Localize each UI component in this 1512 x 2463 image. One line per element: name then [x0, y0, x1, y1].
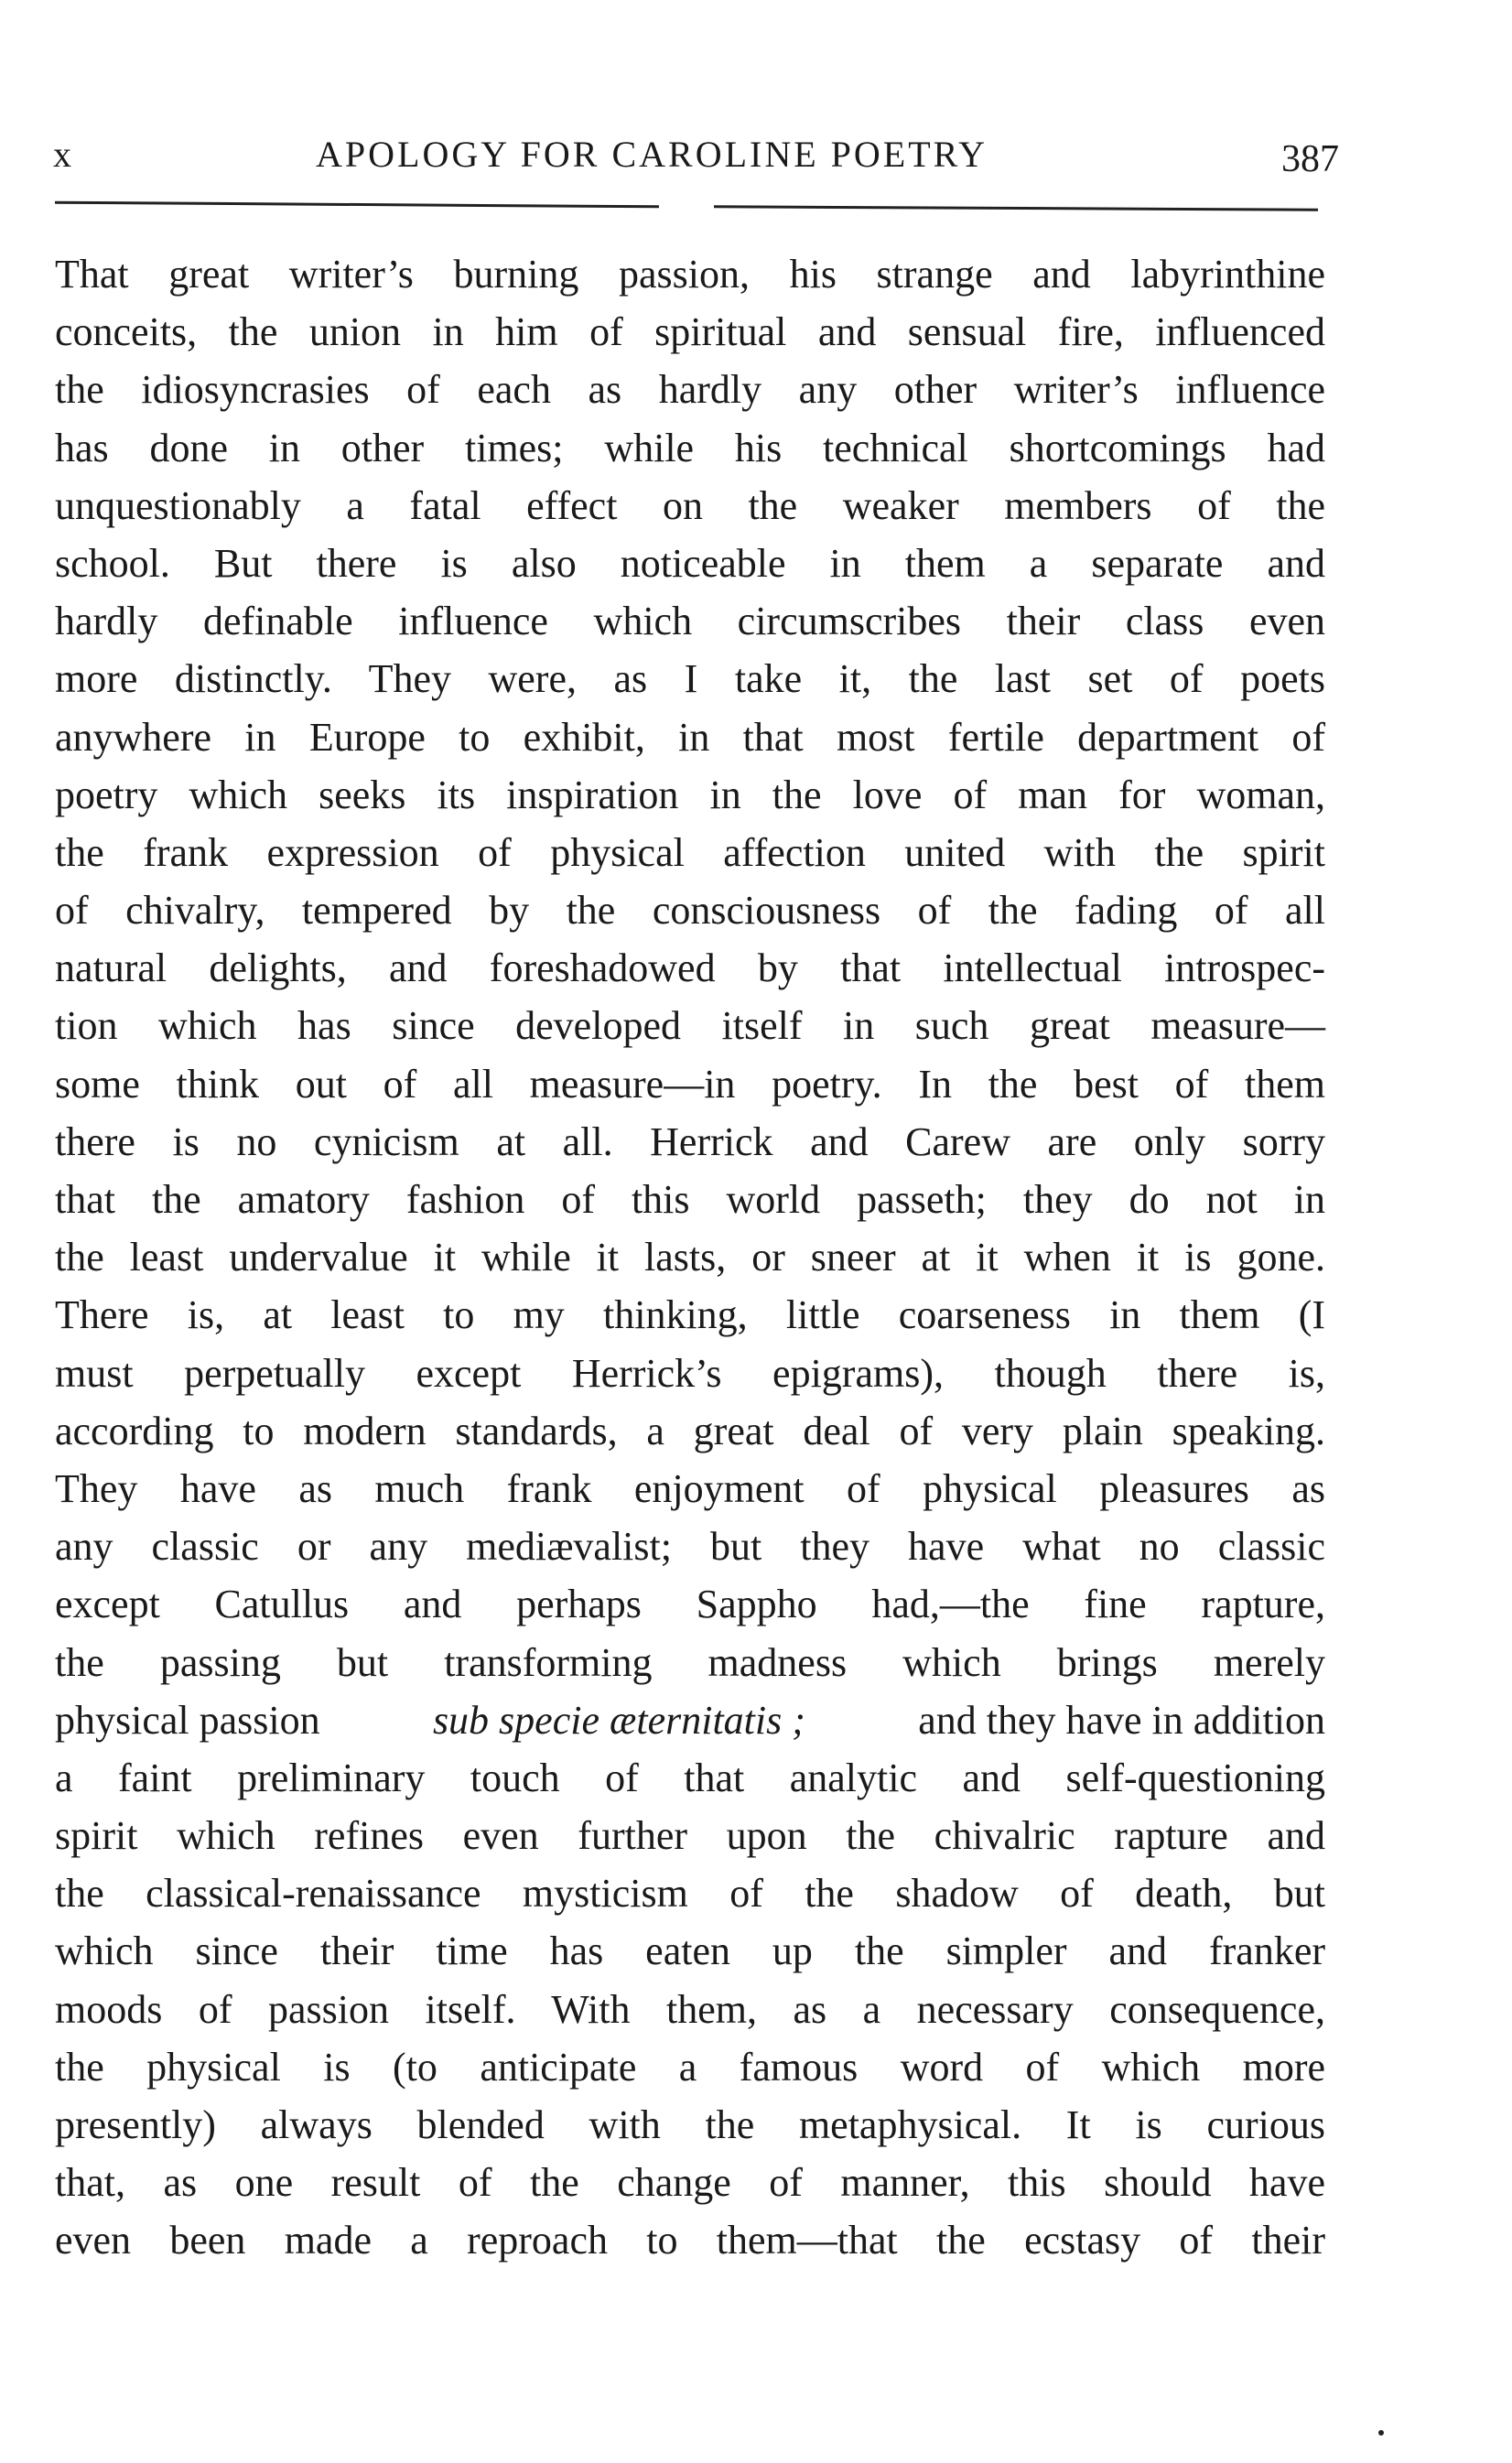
text-line: tion which has since developed itself in such great measure— — [55, 1003, 1325, 1049]
text-line: the frank expression of physical affection united with the spirit — [55, 829, 1325, 875]
text-line: has done in other times; while his technical shortcomings had — [55, 425, 1325, 470]
text-line: school. But there is also noticeable in them a separate and — [55, 540, 1325, 586]
text-line: that the amatory fashion of this world passeth; they do not in — [55, 1177, 1325, 1222]
text-segment: and they have in addition — [918, 1697, 1325, 1743]
text-line: more distinctly. They were, as I take it, the last set of poets — [55, 656, 1325, 702]
italic-phrase: sub specie æternitatis ; — [432, 1697, 805, 1743]
text-line: the physical is (to anticipate a famous word of which more — [55, 2044, 1325, 2090]
text-line: the least undervalue it while it lasts, or sneer at it when it is gone. — [55, 1235, 1325, 1280]
page-number: 387 — [1281, 138, 1339, 180]
text-line: hardly definable influence which circumscribes their class even — [55, 599, 1325, 644]
text-line: any classic or any mediævalist; but they have what no classic — [55, 1524, 1325, 1570]
header-rule-left — [55, 201, 659, 209]
text-line: according to modern standards, a great deal of very plain speaking. — [55, 1408, 1325, 1453]
text-line: that, as one result of the change of manner, this should have — [55, 2160, 1325, 2206]
text-line: unquestionably a fatal effect on the weaker members of the — [55, 482, 1325, 528]
text-line: poetry which seeks its inspiration in the love of man for woman, — [55, 772, 1325, 817]
text-line: moods of passion itself. With them, as a necessary consequence, — [55, 1986, 1325, 2032]
text-line: spirit which refines even further upon the chivalric rapture and — [55, 1813, 1325, 1859]
text-line: They have as much frank enjoyment of physical pleasures as — [55, 1465, 1325, 1511]
speck — [1378, 2430, 1384, 2436]
body-text — [55, 245, 1325, 2270]
text-line: That great writer’s burning passion, his strange and labyrinthine — [55, 252, 1325, 297]
text-line: presently) always blended with the metaphysical. It is curious — [55, 2102, 1325, 2147]
text-line: some think out of all measure—in poetry. In the best of them — [55, 1061, 1325, 1107]
text-line: even been made a reproach to them—that the ecstasy of their — [55, 2218, 1325, 2263]
text-line: must perpetually except Herrick’s epigrams), though there is, — [55, 1350, 1325, 1396]
text-line: There is, at least to my thinking, little coarseness in them (I — [55, 1292, 1325, 1338]
text-line — [55, 1691, 1325, 1749]
text-line: conceits, the union in him of spiritual and sensual fire, influenced — [55, 309, 1325, 355]
running-title: APOLOGY FOR CAROLINE POETRY — [316, 134, 988, 175]
text-line: except Catullus and perhaps Sappho had,—the fine rapture, — [55, 1582, 1325, 1627]
header-rule-right — [714, 205, 1318, 211]
text-line: the idiosyncrasies of each as hardly any other writer’s influence — [55, 367, 1325, 413]
text-line: the passing but transforming madness which brings merely — [55, 1639, 1325, 1685]
chapter-numeral: x — [53, 134, 74, 175]
text-line: the classical-renaissance mysticism of the shadow of death, but — [55, 1871, 1325, 1917]
text-segment: physical passion — [55, 1697, 320, 1743]
text-line: natural delights, and foreshadowed by that intellectual introspec- — [55, 945, 1325, 991]
text-line: anywhere in Europe to exhibit, in that most fertile department of — [55, 714, 1325, 760]
text-line: there is no cynicism at all. Herrick and Carew are only sorry — [55, 1118, 1325, 1164]
text-line: a faint preliminary touch of that analytic and self-questioning — [55, 1755, 1325, 1800]
text-line: which since their time has eaten up the simpler and franker — [55, 1928, 1325, 1974]
text-line: of chivalry, tempered by the consciousness of the fading of all — [55, 888, 1325, 934]
